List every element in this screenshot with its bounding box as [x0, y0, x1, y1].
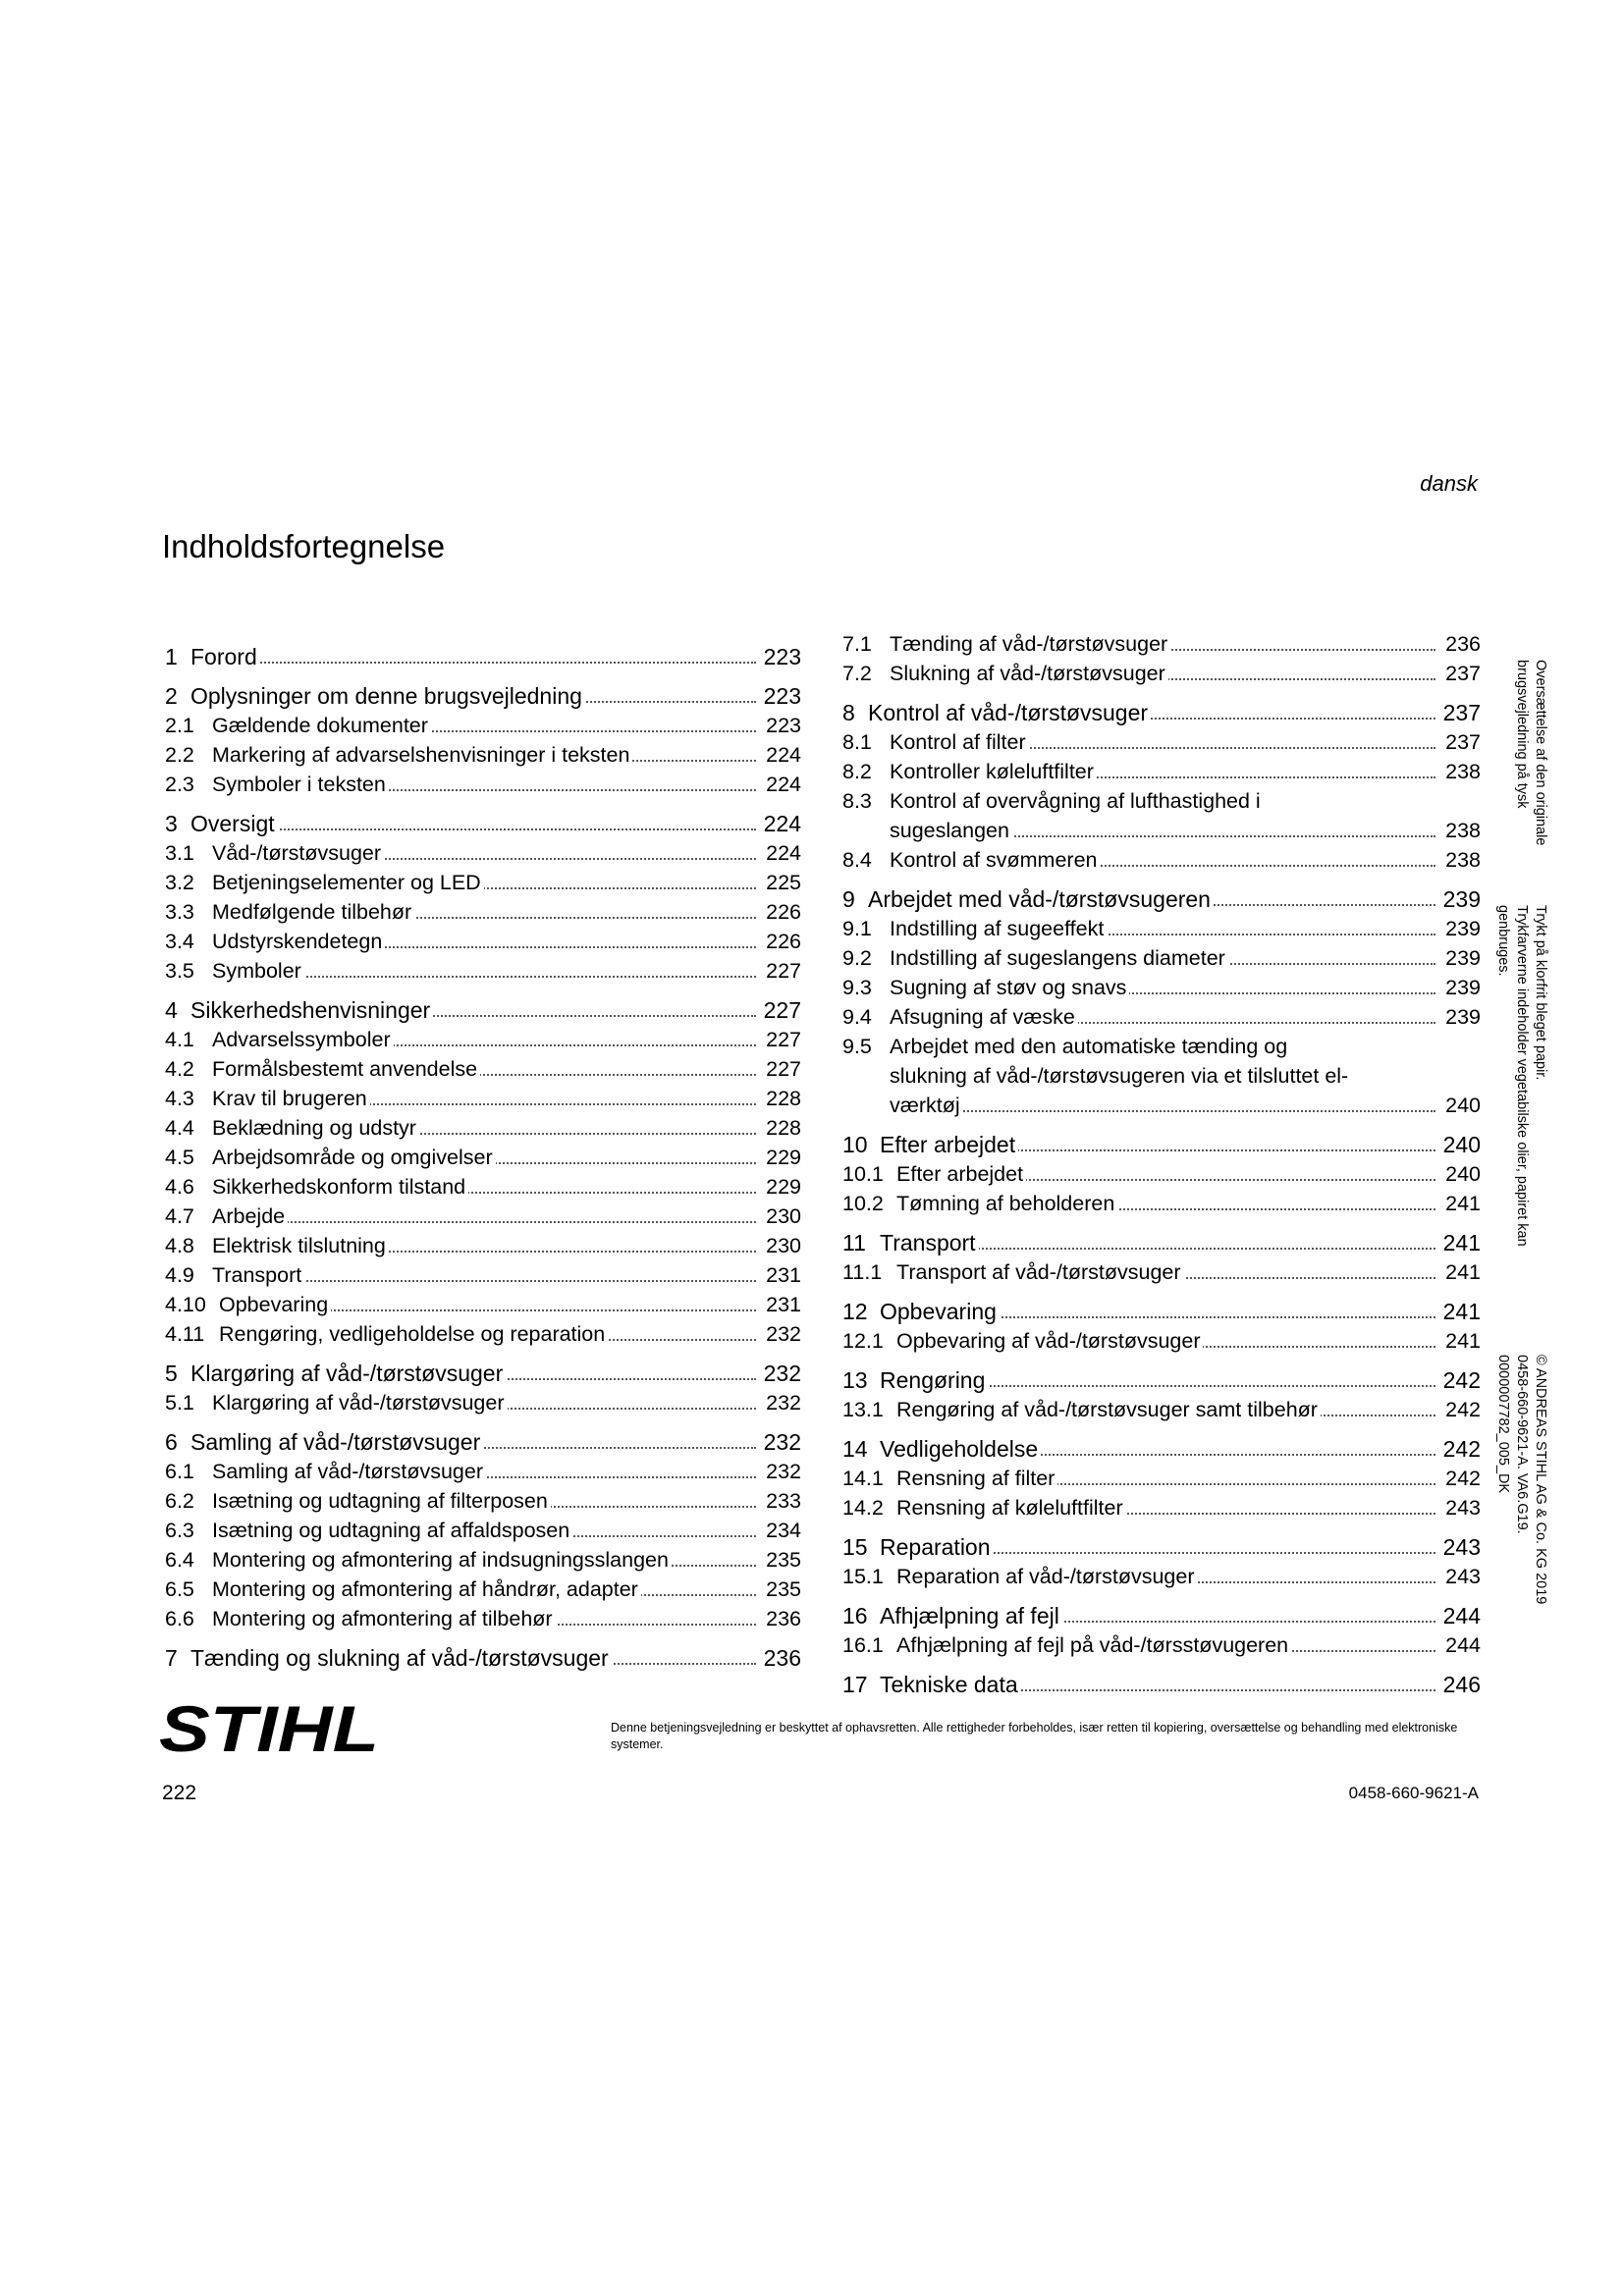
toc-title: Sugning af støv og snavs [890, 976, 1129, 999]
toc-title: Beklædning og udstyr [212, 1116, 419, 1140]
toc-number: 3.5 [165, 959, 194, 983]
toc-number: 4.3 [165, 1087, 194, 1110]
toc-page-number: 233 [763, 1486, 801, 1516]
toc-page-number: 229 [763, 1143, 801, 1172]
toc-page-number: 237 [1440, 698, 1481, 727]
toc-title: Montering og afmontering af håndrør, adapter [212, 1577, 641, 1601]
toc-title: Opbevaring af våd-/tørstøvsuger [896, 1329, 1203, 1353]
toc-page-number: 237 [1442, 727, 1481, 757]
toc-number: 16.1 [842, 1633, 884, 1657]
toc-number: 10.1 [842, 1162, 884, 1186]
toc-number: 4.10 [165, 1293, 206, 1316]
toc-number: 3.1 [165, 841, 194, 865]
toc-number: 14 [842, 1436, 868, 1462]
toc-title: Samling af våd-/tørstøvsuger [212, 1460, 486, 1483]
toc-section-entry[interactable] [842, 1257, 1481, 1287]
toc-number: 14.2 [842, 1496, 884, 1520]
toc-leader [890, 1110, 1435, 1112]
toc-page-number: 236 [1442, 629, 1481, 659]
toc-section-entry[interactable] [842, 659, 1481, 688]
toc-section-entry[interactable] [165, 1457, 801, 1486]
toc-page-number: 232 [763, 1457, 801, 1486]
toc-section-entry[interactable] [842, 914, 1481, 943]
toc-title: Markering af advarselshenvisninger i teksten [212, 743, 632, 767]
toc-title: Arbejdet med den automatiske tænding og [890, 1035, 1288, 1058]
toc-page-number: 236 [761, 1643, 801, 1673]
toc-number: 12.1 [842, 1329, 884, 1353]
toc-page-number: 226 [763, 927, 801, 956]
toc-section-entry[interactable] [165, 1113, 801, 1143]
toc-page-number: 237 [1442, 659, 1481, 688]
toc-section-entry[interactable] [165, 1545, 801, 1575]
toc-number: 16 [842, 1603, 868, 1629]
toc-number: 11 [842, 1230, 866, 1255]
toc-section-entry[interactable] [165, 1172, 801, 1201]
toc-page-number: 239 [1442, 943, 1481, 973]
toc-title: Advarselssymboler [212, 1028, 394, 1051]
toc-number: 11.1 [842, 1260, 883, 1284]
toc-number: 4 [165, 997, 178, 1023]
toc-section-entry[interactable] [165, 1260, 801, 1290]
stihl-logo [157, 1696, 383, 1759]
toc-number: 3.3 [165, 900, 194, 924]
toc-section-entry[interactable] [165, 897, 801, 927]
toc-page-number: 238 [1442, 816, 1481, 845]
toc-section-entry[interactable] [165, 1388, 801, 1417]
toc-title: Indstilling af sugeslangens diameter [890, 946, 1228, 970]
toc-number: 4.7 [165, 1204, 194, 1228]
print-note-line: genbruges. [1495, 905, 1511, 977]
toc-title: Elektrisk tilslutning [212, 1234, 389, 1257]
toc-number: 8.4 [842, 848, 872, 872]
toc-page-number: 227 [763, 1054, 801, 1084]
toc-page-number: 241 [1442, 1257, 1481, 1287]
toc-title: Reparation af våd-/tørstøvsuger [896, 1565, 1198, 1588]
toc-number: 12 [842, 1299, 868, 1324]
toc-title: Vedligeholdelse [880, 1436, 1041, 1462]
toc-title: Formålsbestemt anvendelse [212, 1057, 480, 1081]
toc-title: Sikkerhedskonform tilstand [212, 1175, 468, 1199]
toc-title: Arbejdsområde og omgivelser [212, 1146, 496, 1169]
toc-number: 4.1 [165, 1028, 194, 1051]
toc-page-number: 239 [1442, 973, 1481, 1002]
toc-title: Efter arbejdet [896, 1162, 1026, 1186]
toc-section-entry[interactable] [165, 1516, 801, 1545]
toc-section-entry[interactable] [842, 629, 1481, 659]
toc-number: 7.2 [842, 662, 872, 685]
toc-chapter-entry[interactable] [165, 809, 801, 838]
toc-page-number: 239 [1442, 914, 1481, 943]
toc-page-number: 244 [1440, 1601, 1481, 1630]
toc-title: Tømning af beholderen [896, 1192, 1117, 1215]
toc-title: Rensning af filter [896, 1467, 1057, 1490]
toc-number: 1 [165, 644, 178, 669]
toc-page-number: 242 [1442, 1395, 1481, 1424]
toc-page-number: 231 [763, 1260, 801, 1290]
toc-page-number: 227 [763, 956, 801, 986]
toc-number: 15 [842, 1534, 868, 1560]
toc-page-number: 223 [761, 642, 801, 671]
toc-section-entry[interactable] [842, 1464, 1481, 1493]
toc-page-number: 242 [1440, 1434, 1481, 1464]
toc-number: 4.11 [165, 1322, 205, 1346]
toc-section-entry[interactable] [165, 1575, 801, 1604]
toc-title-line: slukning af våd-/tørstøvsugeren via et tilsluttet el- [890, 1064, 1349, 1088]
toc-left-column [165, 642, 801, 1673]
copyright-notice: Denne betjeningsvejledning er beskyttet af ophavsretten. Alle rettigheder forbeholdes, især retten til kopiering, oversættelse og behandling med elektroniske systemer. [611, 1721, 1458, 1751]
toc-number: 9.3 [842, 976, 872, 999]
toc-number: 5 [165, 1361, 178, 1386]
toc-page-number: 242 [1440, 1365, 1481, 1395]
toc-page-number: 230 [763, 1231, 801, 1260]
page-title: Indholdsfortegnelse [162, 528, 446, 564]
print-note-line: Trykt på klorfrit bleget papir. [1533, 905, 1548, 1081]
toc-title: Udstyrskendetegn [212, 930, 385, 953]
toc-section-entry[interactable] [165, 1319, 801, 1349]
toc-number: 4.4 [165, 1116, 194, 1140]
toc-section-entry[interactable] [165, 770, 801, 799]
toc-title: Efter arbejdet [880, 1132, 1018, 1157]
toc-chapter-entry[interactable] [842, 1434, 1481, 1464]
toc-chapter-entry[interactable] [165, 1427, 801, 1457]
toc-title: Sikkerhedshenvisninger [190, 997, 433, 1023]
toc-page-number: 228 [763, 1113, 801, 1143]
toc-number: 2.1 [165, 714, 194, 737]
toc-section-entry[interactable] [842, 973, 1481, 1002]
toc-number: 3.4 [165, 930, 194, 953]
toc-title: Våd-/tørstøvsuger [212, 841, 384, 865]
toc-number: 4.9 [165, 1263, 194, 1287]
toc-number: 4.5 [165, 1146, 194, 1169]
toc-page-number: 226 [763, 897, 801, 927]
toc-title-line: værktøj [890, 1091, 963, 1120]
toc-page-number: 236 [763, 1604, 801, 1633]
copyright-note [1493, 1355, 1549, 1604]
toc-page-number: 227 [761, 995, 801, 1025]
toc-section-entry[interactable] [842, 1002, 1481, 1032]
toc-title: Opbevaring [880, 1299, 1000, 1324]
toc-chapter-entry[interactable] [165, 681, 801, 711]
toc-chapter-entry[interactable] [165, 1359, 801, 1388]
toc-number: 15.1 [842, 1565, 884, 1588]
toc-page-number: 243 [1440, 1532, 1481, 1562]
toc-number: 2 [165, 683, 178, 709]
toc-section-entry[interactable] [165, 838, 801, 868]
toc-number: 17 [842, 1672, 868, 1697]
toc-section-entry[interactable] [165, 1054, 801, 1084]
toc-number: 14.1 [842, 1467, 884, 1490]
toc-title: Tænding og slukning af våd-/tørstøvsuger [190, 1645, 612, 1671]
toc-number: 6.6 [165, 1607, 194, 1630]
toc-title: Arbejde [212, 1204, 288, 1228]
toc-number: 6.5 [165, 1577, 194, 1601]
toc-number: 13.1 [842, 1398, 884, 1421]
toc-page-number: 239 [1442, 1002, 1481, 1032]
toc-chapter-entry[interactable] [842, 1601, 1481, 1630]
document-code: 0458-660-9621-A [1348, 1784, 1479, 1802]
toc-section-entry[interactable] [165, 1604, 801, 1633]
toc-page-number: 232 [761, 1427, 801, 1457]
page-number: 222 [162, 1782, 197, 1804]
toc-title: Samling af våd-/tørstøvsuger [190, 1429, 483, 1455]
toc-page-number: 225 [763, 868, 801, 897]
toc-section-entry[interactable] [842, 1032, 1481, 1120]
toc-page-number: 240 [1442, 1091, 1481, 1120]
toc-page-number: 232 [763, 1319, 801, 1349]
toc-title: Kontrol af svømmeren [890, 848, 1100, 872]
toc-section-entry[interactable] [842, 1326, 1481, 1356]
toc-number: 8.2 [842, 760, 872, 783]
toc-number: 6.1 [165, 1460, 194, 1483]
toc-section-entry[interactable] [165, 1486, 801, 1516]
toc-title: Slukning af våd-/tørstøvsuger [890, 662, 1168, 685]
toc-title: Betjeningselementer og LED [212, 871, 484, 894]
toc-page-number: 224 [763, 740, 801, 770]
toc-section-entry[interactable] [842, 1189, 1481, 1218]
toc-page-number: 243 [1442, 1562, 1481, 1591]
toc-page-number: 240 [1440, 1130, 1481, 1159]
toc-section-entry[interactable] [165, 1143, 801, 1172]
toc-title-line: sugeslangen [890, 816, 1012, 845]
toc-number: 9 [842, 886, 855, 912]
toc-title: Reparation [880, 1534, 994, 1560]
toc-title: Forord [190, 644, 260, 669]
toc-title: Krav til brugeren [212, 1087, 370, 1110]
toc-title: Medfølgende tilbehør [212, 900, 414, 924]
toc-section-entry[interactable] [842, 786, 1481, 845]
toc-number: 4.8 [165, 1234, 194, 1257]
toc-title: Arbejdet med våd-/tørstøvsugeren [868, 886, 1214, 912]
toc-title: Afsugning af væske [890, 1005, 1078, 1029]
print-note-line: Trykfarverne indeholder vegetabilske olier, papiret kan [1514, 905, 1530, 1247]
toc-title: Isætning og udtagning af affaldsposen [212, 1519, 572, 1542]
toc-title: Montering og afmontering af tilbehør [212, 1607, 556, 1630]
toc-section-entry[interactable] [165, 868, 801, 897]
toc-number: 7.1 [842, 632, 872, 656]
toc-page-number: 232 [761, 1359, 801, 1388]
toc-title: Kontrol af filter [890, 730, 1029, 754]
toc-title: Tænding af våd-/tørstøvsuger [890, 632, 1170, 656]
toc-page-number: 241 [1442, 1326, 1481, 1356]
toc-title: Indstilling af sugeeffekt [890, 917, 1107, 940]
toc-chapter-entry[interactable] [165, 1643, 801, 1673]
toc-number: 6.2 [165, 1489, 194, 1513]
toc-chapter-entry[interactable] [842, 884, 1481, 914]
toc-title: Rengøring [880, 1367, 988, 1393]
toc-title: Tekniske data [880, 1672, 1021, 1697]
toc-page-number: 241 [1440, 1297, 1481, 1326]
toc-title: Gældende dokumenter [212, 714, 431, 737]
toc-page-number: 238 [1442, 757, 1481, 786]
toc-number: 5.1 [165, 1391, 194, 1415]
toc-number: 9.1 [842, 917, 872, 940]
toc-section-entry[interactable] [165, 1231, 801, 1260]
toc-section-entry[interactable] [165, 1025, 801, 1054]
toc-section-entry[interactable] [165, 1290, 801, 1319]
toc-number: 8.3 [842, 789, 872, 813]
toc-title: Symboler [212, 959, 304, 983]
toc-page-number: 235 [763, 1545, 801, 1575]
toc-section-entry[interactable] [165, 711, 801, 740]
translation-note-line: brugsvejledning på tysk [1514, 660, 1530, 809]
toc-title: Kontrol af overvågning af lufthastighed i [890, 789, 1261, 813]
toc-title: Transport af våd-/tørstøvsuger [896, 1260, 1184, 1284]
toc-page-number: 231 [763, 1290, 801, 1319]
toc-section-entry[interactable] [842, 1493, 1481, 1522]
toc-number: 2.3 [165, 773, 194, 796]
toc-page-number: 224 [761, 809, 801, 838]
toc-number: 10.2 [842, 1192, 884, 1215]
toc-page-number: 238 [1442, 845, 1481, 875]
toc-chapter-entry[interactable] [842, 1365, 1481, 1395]
toc-number: 13 [842, 1367, 868, 1393]
toc-chapter-entry[interactable] [165, 642, 801, 671]
toc-page-number: 223 [761, 681, 801, 711]
toc-section-entry[interactable] [165, 927, 801, 956]
toc-chapter-entry[interactable] [842, 1670, 1481, 1699]
translation-note [1512, 660, 1549, 845]
stihl-logo-text: STIHL [159, 1696, 379, 1759]
toc-page-number: 241 [1440, 1228, 1481, 1257]
toc-page-number: 239 [1440, 884, 1481, 914]
toc-chapter-entry[interactable] [842, 1297, 1481, 1326]
toc-page-number: 244 [1442, 1630, 1481, 1660]
copyright-note-line: 0458-660-9621-A. VA6.G19. [1514, 1355, 1530, 1534]
toc-title: Rengøring af våd-/tørstøvsuger samt tilbehør [896, 1398, 1321, 1421]
toc-chapter-entry[interactable] [165, 995, 801, 1025]
toc-title: Opbevaring [219, 1293, 331, 1316]
toc-number: 8.1 [842, 730, 872, 754]
copyright-note-line: © ANDREAS STIHL AG & Co. KG 2019 [1533, 1355, 1548, 1605]
toc-number: 7 [165, 1645, 178, 1671]
toc-section-entry[interactable] [842, 1630, 1481, 1660]
language-label: dansk [1420, 471, 1478, 496]
toc-section-entry[interactable] [165, 956, 801, 986]
toc-title: Kontrol af våd-/tørstøvsuger [868, 700, 1151, 725]
toc-page-number: 234 [763, 1516, 801, 1545]
toc-page-number: 242 [1442, 1464, 1481, 1493]
toc-title: Oplysninger om denne brugsvejledning [190, 683, 585, 709]
toc-title: Afhjælpning af fejl på våd-/tørsstøvugeren [896, 1633, 1291, 1657]
toc-right-column [842, 629, 1481, 1699]
toc-section-entry[interactable] [842, 943, 1481, 973]
toc-title: Oversigt [190, 811, 278, 836]
toc-page-number: 246 [1440, 1670, 1481, 1699]
toc-page-number: 235 [763, 1575, 801, 1604]
toc-section-entry[interactable] [165, 740, 801, 770]
toc-number: 8 [842, 700, 855, 725]
toc-section-entry[interactable] [842, 1159, 1481, 1189]
toc-page-number: 230 [763, 1201, 801, 1231]
toc-section-entry[interactable] [842, 1562, 1481, 1591]
toc-section-entry[interactable] [165, 1084, 801, 1113]
toc-section-entry[interactable] [842, 757, 1481, 786]
toc-page-number: 232 [763, 1388, 801, 1417]
copyright-note-line: 0000007782_005_DK [1495, 1355, 1511, 1494]
toc-page-number: 223 [763, 711, 801, 740]
toc-number: 2.2 [165, 743, 194, 767]
toc-section-entry[interactable] [842, 727, 1481, 757]
toc-title: Isætning og udtagning af filterposen [212, 1489, 551, 1513]
toc-number: 4.2 [165, 1057, 194, 1081]
toc-section-entry[interactable] [842, 1395, 1481, 1424]
toc-page-number: 240 [1442, 1159, 1481, 1189]
print-note [1493, 905, 1549, 1247]
translation-note-line: Oversættelse af den originale [1533, 660, 1548, 846]
toc-number: 3.2 [165, 871, 194, 894]
toc-number: 9.5 [842, 1035, 872, 1058]
toc-title: Transport [212, 1263, 304, 1287]
toc-number: 6 [165, 1429, 178, 1455]
toc-title: Klargøring af våd-/tørstøvsuger [190, 1361, 506, 1386]
toc-section-entry[interactable] [165, 1201, 801, 1231]
toc-title: Klargøring af våd-/tørstøvsuger [212, 1391, 508, 1415]
toc-number: 6.4 [165, 1548, 194, 1572]
toc-page-number: 243 [1442, 1493, 1481, 1522]
toc-title: Rengøring, vedligeholdelse og reparation [219, 1322, 608, 1346]
toc-title: Montering og afmontering af indsugningsslangen [212, 1548, 672, 1572]
toc-number: 4.6 [165, 1175, 194, 1199]
toc-page-number: 241 [1442, 1189, 1481, 1218]
toc-number: 10 [842, 1132, 868, 1157]
toc-number: 3 [165, 811, 178, 836]
toc-section-entry[interactable] [842, 845, 1481, 875]
toc-title: Kontroller køleluftfilter [890, 760, 1097, 783]
toc-page-number: 227 [763, 1025, 801, 1054]
toc-number: 6.3 [165, 1519, 194, 1542]
toc-title: Rensning af køleluftfilter [896, 1496, 1126, 1520]
toc-chapter-entry[interactable] [842, 1532, 1481, 1562]
toc-chapter-entry[interactable] [842, 1130, 1481, 1159]
toc-title: Symboler i teksten [212, 773, 389, 796]
toc-page-number: 229 [763, 1172, 801, 1201]
toc-title: Afhjælpning af fejl [880, 1603, 1062, 1629]
toc-chapter-entry[interactable] [842, 698, 1481, 727]
toc-page-number: 224 [763, 770, 801, 799]
toc-page-number: 228 [763, 1084, 801, 1113]
toc-number: 9.2 [842, 946, 872, 970]
toc-chapter-entry[interactable] [842, 1228, 1481, 1257]
toc-number: 9.4 [842, 1005, 872, 1029]
toc-title: Transport [880, 1230, 979, 1255]
toc-page-number: 224 [763, 838, 801, 868]
